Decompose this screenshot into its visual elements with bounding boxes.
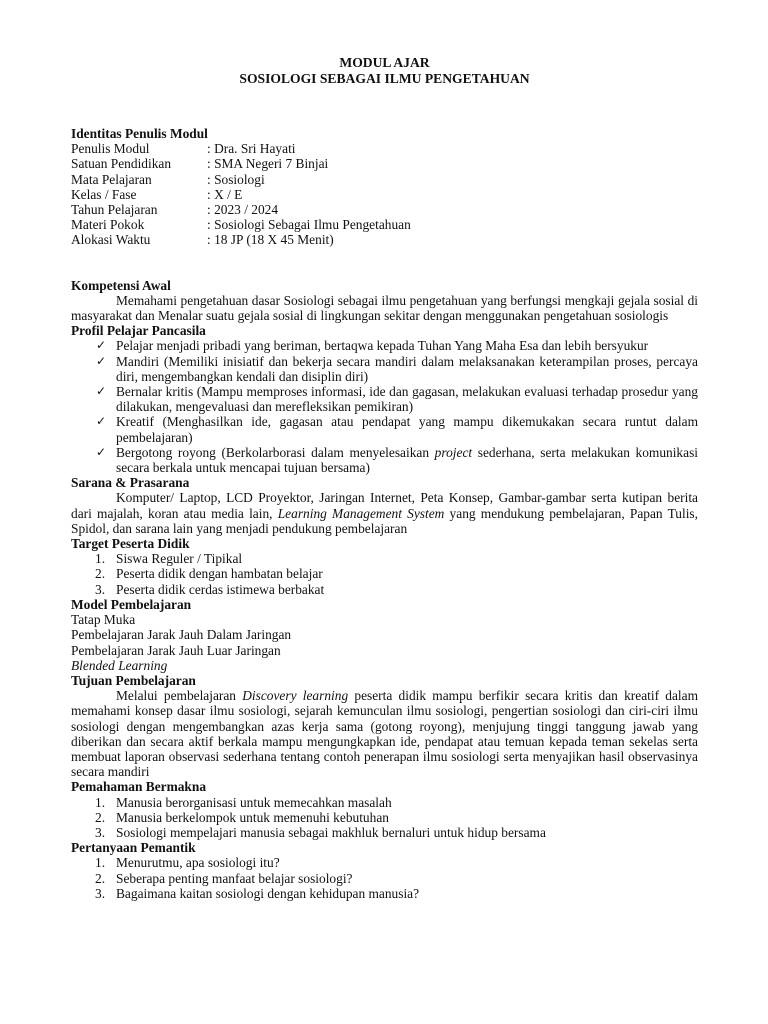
- identitas-row: [71, 202, 698, 217]
- kompetensi-section: [71, 278, 698, 324]
- profil-item-text: [116, 445, 698, 475]
- list-number: 1.: [95, 794, 106, 810]
- list-item: [71, 825, 698, 840]
- document-title: [71, 55, 698, 87]
- list-number: 3.: [95, 581, 106, 597]
- list-text: Menurutmu, apa sosiologi itu?: [116, 855, 280, 871]
- model-line: Tatap Muka: [71, 612, 136, 628]
- title-line-2: SOSIOLOGI SEBAGAI ILMU PENGETAHUAN: [239, 71, 530, 86]
- tujuan-emphasis: Discovery learning: [242, 688, 349, 704]
- list-text: Peserta didik cerdas istimewa berbakat: [116, 581, 325, 597]
- identitas-row: [71, 217, 698, 232]
- check-icon: ✓: [96, 353, 107, 368]
- kompetensi-text: Memahami pengetahuan dasar Sosiologi sebagai ilmu pengetahuan yang berfungsi mengkaji gejala sosial di masyarakat dan Menalar suatu gejala sosial di lingkungan sekitar dengan menggunakan pengetahuan sosiologis: [71, 292, 698, 324]
- list-item: [71, 338, 698, 353]
- identitas-value: : 2023 / 2024: [207, 202, 279, 218]
- model-heading: Model Pembelajaran: [71, 596, 192, 612]
- list-text: Seberapa penting manfaat belajar sosiologi?: [116, 870, 353, 886]
- list-number: 1.: [95, 551, 106, 567]
- profil-item-text-part: Bergotong royong (Berkolarborasi dalam menyelesaikan: [116, 444, 435, 460]
- list-item: [71, 886, 698, 901]
- profil-section: [71, 323, 698, 475]
- tujuan-heading: Tujuan Pembelajaran: [71, 672, 196, 688]
- model-line: Pembelajaran Jarak Jauh Dalam Jaringan: [71, 627, 292, 643]
- profil-item-emphasis: project: [434, 444, 473, 460]
- list-text: Manusia berkelompok untuk memenuhi kebutuhan: [116, 809, 389, 825]
- list-item: [71, 354, 698, 384]
- list-item: [71, 582, 698, 597]
- identitas-value: : SMA Negeri 7 Binjai: [207, 156, 329, 172]
- sarana-emphasis: Learning Management System: [277, 505, 445, 521]
- sarana-section: [71, 475, 698, 536]
- list-item: [71, 795, 698, 810]
- identitas-row: [71, 141, 698, 156]
- identitas-row: [71, 232, 698, 247]
- list-text: Sosiologi mempelajari manusia sebagai makhluk bernaluri untuk hidup bersama: [116, 824, 546, 840]
- sarana-text-part: yang mendukung pembelajaran, Papan Tulis, Spidol, dan sarana lain yang menjadi pendukung pembelajaran: [71, 505, 698, 536]
- pemahaman-heading: Pemahaman Bermakna: [71, 779, 207, 795]
- list-text: Manusia berorganisasi untuk memecahkan masalah: [116, 794, 392, 810]
- tujuan-text-part: Melalui pembelajaran: [116, 688, 243, 704]
- sarana-text: [71, 490, 698, 536]
- list-item: [71, 871, 698, 886]
- identitas-value: : X / E: [207, 186, 243, 202]
- identitas-row: [71, 172, 698, 187]
- check-icon: ✓: [96, 444, 107, 459]
- profil-item-text: Pelajar menjadi pribadi yang beriman, bertaqwa kepada Tuhan Yang Maha Esa dan lebih bersyukur: [116, 338, 649, 354]
- list-item: [71, 566, 698, 581]
- pertanyaan-heading: Pertanyaan Pemantik: [71, 840, 196, 856]
- identitas-heading: Identitas Penulis Modul: [71, 126, 208, 141]
- profil-item-text: Kreatif (Menghasilkan ide, gagasan atau pendapat yang mampu dikemukakan secara runtut dalam pembelajaran): [116, 414, 698, 445]
- tujuan-text-part: peserta didik mampu berfikir secara kritis dan kreatif dalam memahami konsep dasar ilmu sosiologi, sejarah kemunculan ilmu sosiologi, pengertian sosiologi dan ciri-ciri ilmu sosiologi dengan mengembangkan azas kerja sama (gotong royong), menjujung tinggi tanggung jawab yang diberikan dan secara aktif berkala mampu mengungkapkan ide, pendapat atau temuan kepada teman sekelas serta membuat laporan observasi sederhana tentang contoh penerapan ilmu sosiologi serta menyajikan hasil observasinya secara mandiri: [71, 688, 699, 780]
- pertanyaan-section: [71, 840, 698, 901]
- model-italic-text: Blended Learning: [71, 657, 168, 673]
- list-number: 3.: [95, 885, 106, 901]
- identitas-label: Penulis Modul: [71, 141, 150, 157]
- identitas-value: : Sosiologi: [207, 171, 265, 187]
- list-item: [71, 445, 698, 475]
- profil-item-text: Mandiri (Memiliki inisiatif dan bekerja secara mandiri dalam melaksanakan keterampilan proses, percaya diri, mengembangkan kendali dan disiplin diri): [116, 353, 698, 384]
- title-line-1: MODUL AJAR: [339, 55, 430, 70]
- list-item: [71, 384, 698, 414]
- tujuan-section: [71, 673, 698, 779]
- model-section: [71, 597, 698, 673]
- identitas-value: : Dra. Sri Hayati: [207, 141, 296, 157]
- list-number: 2.: [95, 566, 106, 582]
- list-item: [71, 810, 698, 825]
- profil-heading: Profil Pelajar Pancasila: [71, 323, 206, 339]
- list-number: 2.: [95, 870, 106, 886]
- list-item: [71, 551, 698, 566]
- identitas-label: Satuan Pendidikan: [71, 156, 172, 172]
- sarana-text-part: Komputer/ Laptop, LCD Proyektor, Jaringan Internet, Peta Konsep, Gambar-gambar serta kutipan berita dari majalah, koran atau media lain,: [71, 490, 698, 521]
- list-item: [71, 414, 698, 444]
- check-icon: ✓: [96, 338, 107, 353]
- model-line-italic: [71, 658, 698, 673]
- profil-item-text-part: sederhana, serta melakukan komunikasi secara berkala untuk mencapai tujuan bersama): [116, 444, 699, 476]
- sarana-heading: Sarana & Prasarana: [71, 475, 190, 491]
- list-text: Peserta didik dengan hambatan belajar: [116, 566, 323, 582]
- list-text: Siswa Reguler / Tipikal: [116, 551, 243, 567]
- identitas-label: Alokasi Waktu: [71, 232, 151, 248]
- list-number: 1.: [95, 855, 106, 871]
- check-icon: ✓: [96, 384, 107, 399]
- identitas-value: : Sosiologi Sebagai Ilmu Pengetahuan: [207, 217, 411, 233]
- identitas-label: Mata Pelajaran: [71, 171, 152, 187]
- pemahaman-section: [71, 779, 698, 840]
- kompetensi-heading: Kompetensi Awal: [71, 277, 171, 293]
- document-page: [71, 55, 698, 901]
- target-heading: Target Peserta Didik: [71, 536, 190, 552]
- identitas-label: Kelas / Fase: [71, 186, 137, 202]
- model-line: Pembelajaran Jarak Jauh Luar Jaringan: [71, 642, 281, 658]
- tujuan-text: [71, 688, 698, 779]
- identitas-value: : 18 JP (18 X 45 Menit): [207, 232, 334, 248]
- identitas-label: Materi Pokok: [71, 217, 145, 233]
- identitas-row: [71, 187, 698, 202]
- list-number: 3.: [95, 824, 106, 840]
- list-number: 2.: [95, 809, 106, 825]
- list-item: [71, 855, 698, 870]
- identitas-label: Tahun Pelajaran: [71, 202, 158, 218]
- check-icon: ✓: [96, 414, 107, 429]
- target-section: [71, 536, 698, 597]
- profil-item-text: Bernalar kritis (Mampu memproses informasi, ide dan gagasan, melakukan evaluasi terhadap prosedur yang dilakukan, mengevaluasi dan merefleksikan pemikiran): [116, 384, 698, 415]
- list-text: Bagaimana kaitan sosiologi dengan kehidupan manusia?: [116, 885, 420, 901]
- identitas-section: [71, 126, 698, 248]
- identitas-row: [71, 156, 698, 171]
